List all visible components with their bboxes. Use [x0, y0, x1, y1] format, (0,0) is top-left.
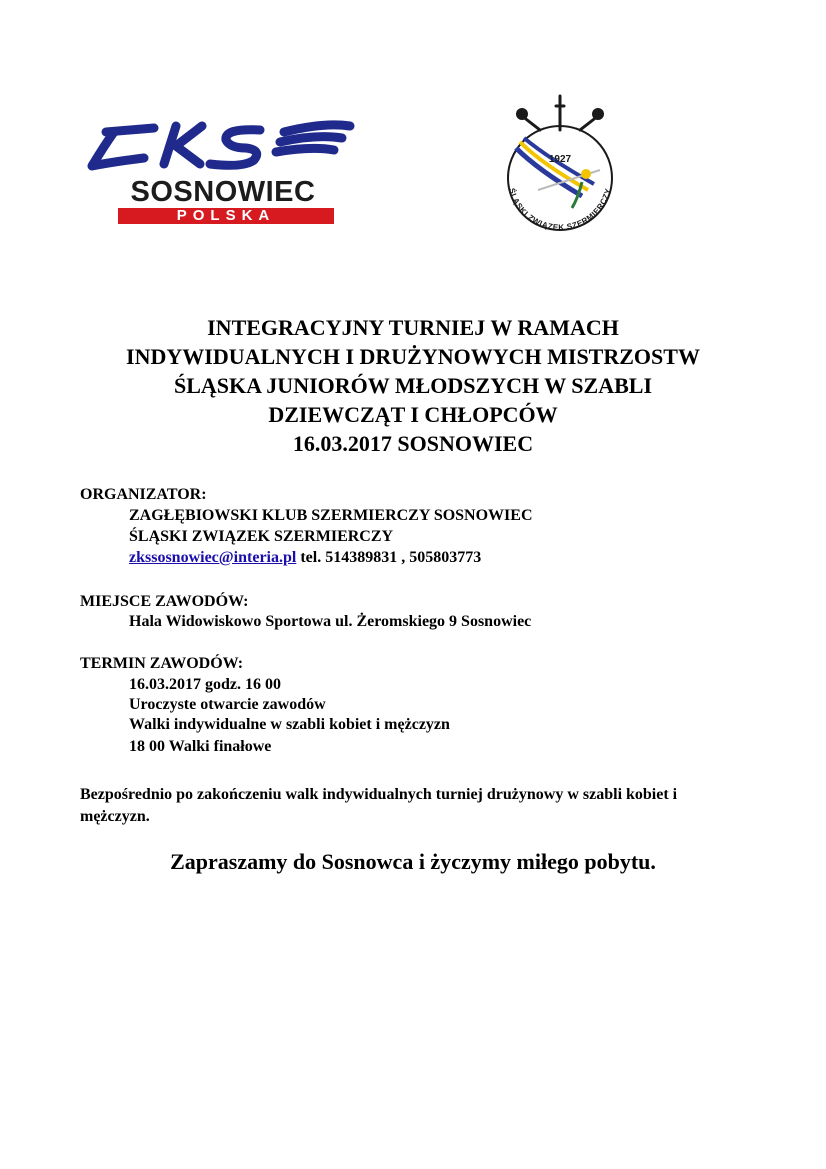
schedule-opening: Uroczyste otwarcie zawodów: [129, 696, 326, 713]
organizer-contact: [129, 547, 481, 568]
team-tournament-note: Bezpośrednio po zakończeniu walk indywidualnych turniej drużynowy w szabli kobiet i mężczyzn.: [80, 786, 678, 825]
title-line-5: 16.03.2017 SOSNOWIEC: [292, 431, 534, 456]
svg-text:ŚLĄSKI ZWIĄZEK SZERMIERCZY: [507, 187, 613, 232]
zks-sosnowiec-logo: [84, 118, 356, 224]
slaski-zwiazek-szermierczy-logo: [478, 86, 642, 246]
organizer-phone: tel. 514389831 , 505803773: [296, 549, 482, 566]
invitation-text: Zapraszamy do Sosnowca i życzymy miłego pobytu.: [170, 849, 656, 874]
club-name-text: SOSNOWIEC: [130, 176, 316, 208]
venue-address: Hala Widowiskowo Sportowa ul. Żeromskiego 9 Sosnowiec: [129, 613, 532, 630]
club-country-band: POLSKA: [118, 208, 334, 224]
organizer-label: ORGANIZATOR:: [80, 486, 207, 503]
federation-name-arc: ŚLĄSKI ZWIĄZEK SZERMIERCZY: [507, 187, 613, 233]
federation-year: 1927: [548, 154, 572, 165]
document-title: [40, 313, 786, 458]
schedule-finals: 18 00 Walki finałowe: [129, 738, 272, 755]
venue-label: MIEJSCE ZAWODÓW:: [80, 593, 249, 610]
title-line-4: DZIEWCZĄT I CHŁOPCÓW: [268, 402, 558, 427]
title-line-3: ŚLĄSKA JUNIORÓW MŁODSZYCH W SZABLI: [173, 373, 653, 398]
federation-emblem: [478, 86, 642, 246]
schedule-individual-bouts: Walki indywidualne w szabli kobiet i mężczyzn: [129, 716, 450, 733]
title-line-2: INDYWIDUALNYCH I DRUŻYNOWYCH MISTRZOSTW: [126, 344, 700, 369]
schedule-label: TERMIN ZAWODÓW:: [80, 655, 244, 672]
title-line-1: INTEGRACYJNY TURNIEJ W RAMACH: [207, 315, 619, 340]
organizer-club: ZAGŁĘBIOWSKI KLUB SZERMIERCZY SOSNOWIEC: [129, 507, 533, 524]
schedule-date-time: 16.03.2017 godz. 16 00: [129, 676, 281, 693]
organizer-email-link[interactable]: zkssosnowiec@interia.pl: [129, 549, 297, 566]
mask-icon: [516, 108, 528, 120]
organizer-federation: ŚLĄSKI ZWIĄZEK SZERMIERCZY: [129, 528, 394, 545]
